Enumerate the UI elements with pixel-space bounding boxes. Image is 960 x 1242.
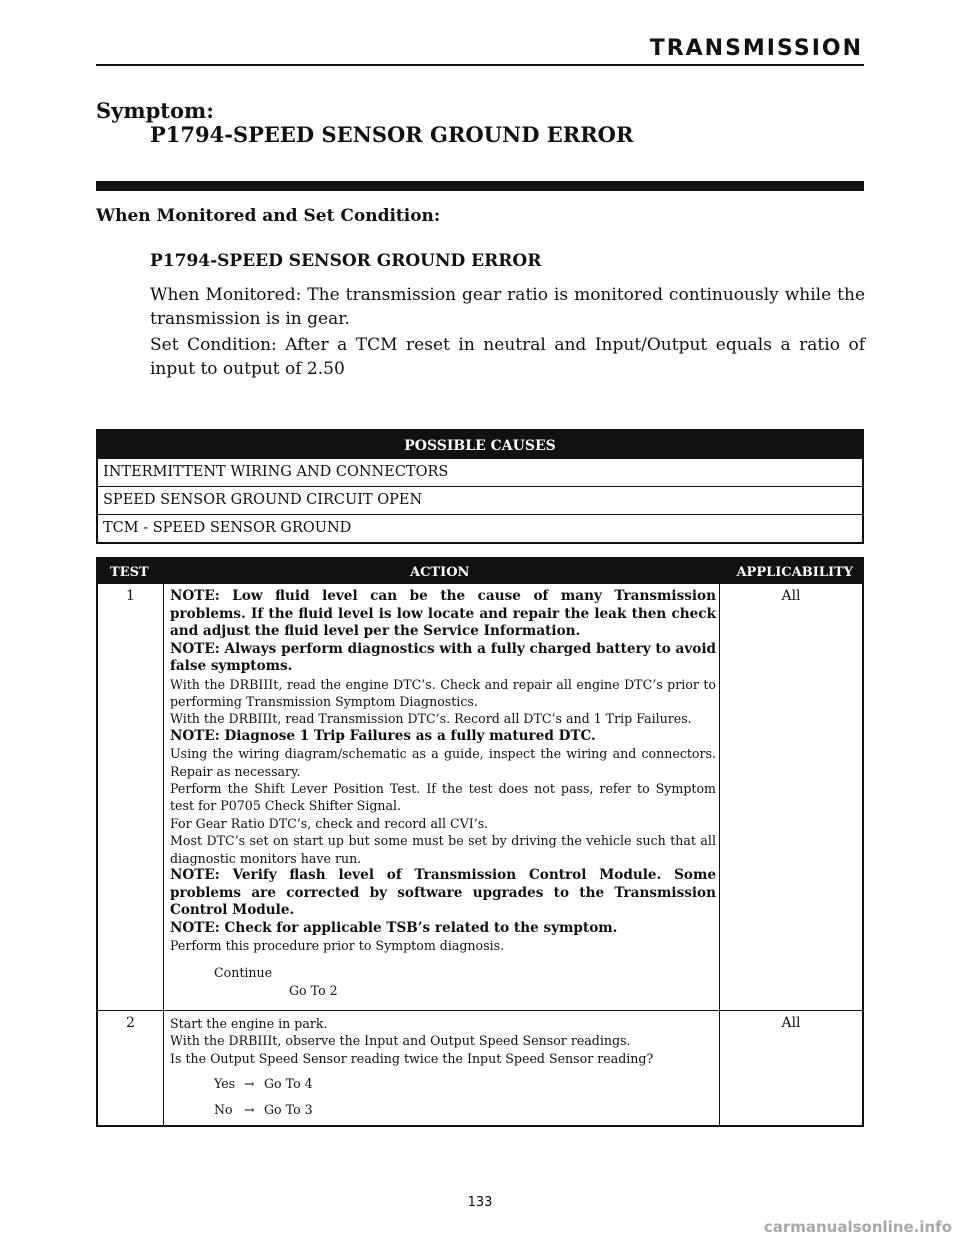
action-note: NOTE: Low fluid level can be the cause of many Transmission problems. If the fluid level is low locate and repair the leak then check and adjust the fluid level per the Service Information.: [170, 588, 716, 639]
monitor-title: When Monitored and Set Condition:: [96, 206, 441, 226]
action-step: Perform this procedure prior to Symptom diagnosis.: [170, 938, 505, 954]
test-action: [164, 1011, 720, 1125]
action-step: Is the Output Speed Sensor reading twice the Input Speed Sensor reading?: [170, 1050, 654, 1066]
applicability-column-header: APPLICABILITY: [736, 565, 853, 580]
goto-link[interactable]: Go To 2: [289, 982, 338, 998]
action-step: Most DTC’s set on start up but some must be set by driving the vehicle such that all diagnostic monitors have run.: [170, 833, 716, 866]
header-rule: [96, 64, 864, 66]
section-title: TRANSMISSION: [649, 36, 863, 61]
test-number: 1: [98, 584, 164, 1010]
test-row: [98, 1010, 862, 1125]
goto-link[interactable]: Go To 4: [264, 1076, 313, 1092]
action-note: NOTE: Verify flash level of Transmission Control Module. Some problems are corrected by software upgrades to the Transmission Control Module.: [170, 867, 716, 919]
action-step: Using the wiring diagram/schematic as a guide, inspect the wiring and connectors. Repair as necessary.: [170, 746, 716, 779]
action-column-header: ACTION: [410, 565, 470, 580]
set-condition-text: Set Condition: After a TCM reset in neutral and Input/Output equals a ratio of input to output of 2.50: [150, 335, 865, 379]
action-note: NOTE: Diagnose 1 Trip Failures as a fully matured DTC.: [170, 727, 596, 744]
monitor-code: P1794-SPEED SENSOR GROUND ERROR: [150, 251, 542, 271]
possible-causes-table: [96, 429, 864, 544]
cause-item: TCM - SPEED SENSOR GROUND: [98, 514, 862, 542]
cause-item: SPEED SENSOR GROUND CIRCUIT OPEN: [98, 486, 862, 514]
arrow-icon: →: [244, 1101, 255, 1117]
test-applicability: All: [781, 588, 801, 604]
test-applicability: All: [781, 1015, 801, 1031]
test-table: [96, 557, 864, 1127]
test-number: 2: [98, 1011, 164, 1125]
possible-causes-heading: POSSIBLE CAUSES: [98, 431, 862, 459]
action-step: For Gear Ratio DTC’s, check and record all CVI’s.: [170, 815, 489, 831]
action-step: With the DRBIIIt, read the engine DTC’s. Check and repair all engine DTC’s prior to performing Transmission Symptom Diagnostics.: [170, 676, 716, 709]
test-row: [98, 584, 862, 1010]
symptom-label: Symptom:: [96, 98, 214, 123]
action-step: With the DRBIIIt, read Transmission DTC’s. Record all DTC’s and 1 Trip Failures.: [170, 711, 692, 727]
no-branch[interactable]: [170, 1101, 716, 1118]
test-column-header: TEST: [110, 565, 149, 580]
action-note: NOTE: Check for applicable TSB’s related to the symptom.: [170, 919, 618, 936]
cause-item: INTERMITTENT WIRING AND CONNECTORS: [103, 464, 449, 480]
watermark: carmanualsonline.info: [763, 1218, 952, 1236]
action-step: Start the engine in park.: [170, 1016, 328, 1031]
action-step: Perform the Shift Lever Position Test. If the test does not pass, refer to Symptom test for P0705 Check Shifter Signal.: [170, 781, 716, 814]
symptom-code: P1794-SPEED SENSOR GROUND ERROR: [150, 122, 634, 147]
continue-label: Continue: [214, 965, 273, 981]
goto-link[interactable]: Go To 3: [264, 1101, 313, 1117]
test-table-header: [98, 559, 862, 584]
test-action: [164, 584, 720, 1010]
action-note: NOTE: Always perform diagnostics with a fully charged battery to avoid false symptoms.: [170, 640, 716, 674]
no-label: No: [214, 1101, 233, 1117]
yes-branch[interactable]: [170, 1075, 716, 1092]
when-monitored-text: When Monitored: The transmission gear ratio is monitored continuously while the transmission is in gear.: [150, 285, 865, 329]
arrow-icon: →: [244, 1076, 255, 1092]
page-number: 133: [467, 1195, 493, 1210]
yes-label: Yes: [214, 1076, 236, 1092]
section-divider: [96, 181, 864, 191]
action-step: With the DRBIIIt, observe the Input and Output Speed Sensor readings.: [170, 1033, 631, 1049]
